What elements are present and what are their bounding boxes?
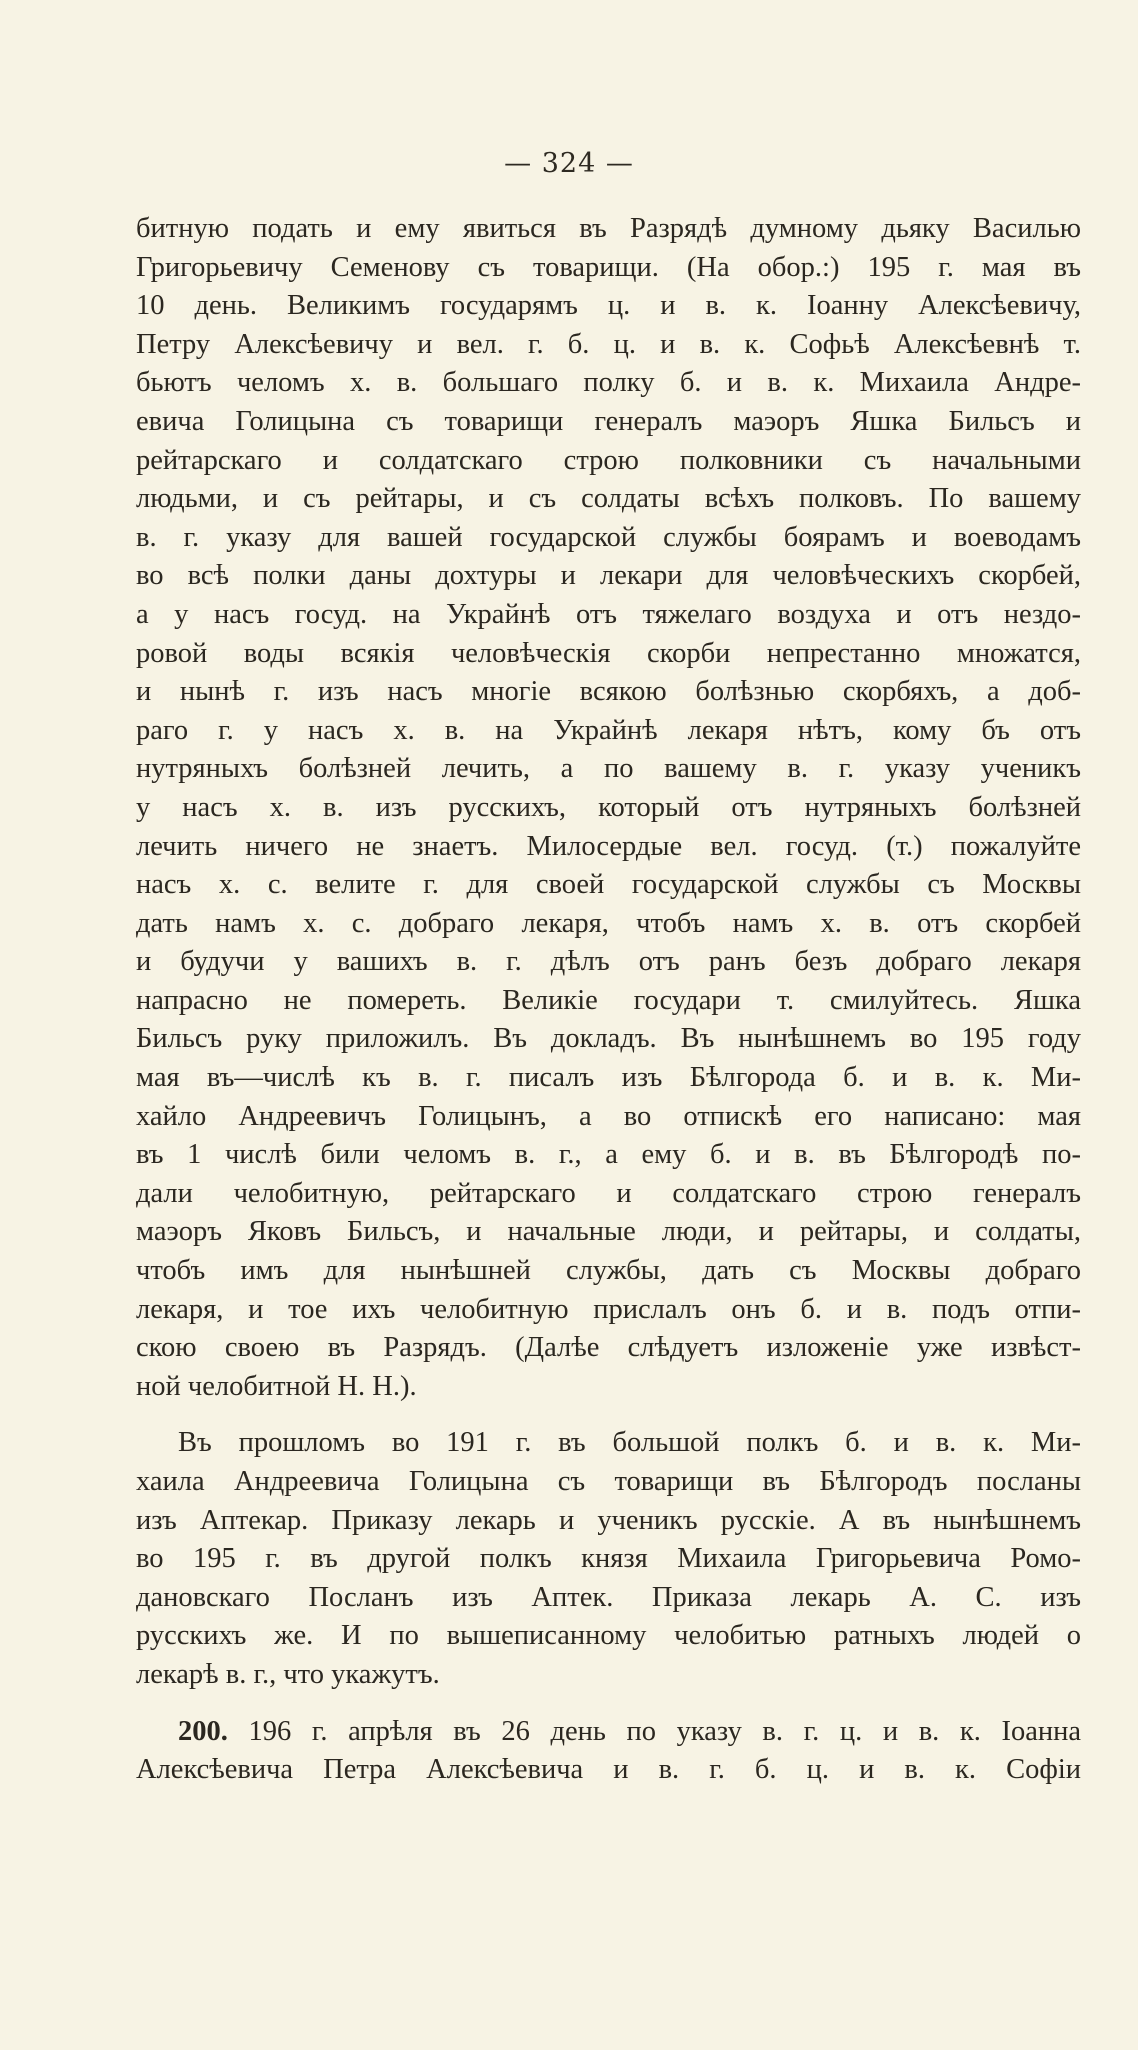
- text-line: Въ прошломъ во 191 г. въ большой полкъ б. и в. к. Ми-: [178, 1427, 1081, 1459]
- text-line: дали челобитную, рейтарскаго и солдатскаго строю генералъ: [136, 1177, 1081, 1209]
- text-line: маэоръ Яковъ Бильсъ, и начальные люди, и рейтары, и солдаты,: [136, 1216, 1081, 1248]
- text-line: лекаря, и тое ихъ челобитную прислалъ онъ б. и в. подъ отпи-: [136, 1293, 1081, 1325]
- text-line: русскихъ же. И по вышеписанному челобитью ратныхъ людей о: [136, 1620, 1081, 1652]
- text-line: раго г. у насъ х. в. на Украйнѣ лекаря нѣтъ, кому бъ отъ: [136, 714, 1081, 746]
- entry-number: 200.: [178, 1715, 228, 1747]
- text-line: евича Голицына съ товарищи генералъ маэоръ Яшка Бильсъ и: [136, 405, 1081, 437]
- text-line: Петру Алексѣевичу и вел. г. б. ц. и в. к. Софьѣ Алексѣевнѣ т.: [136, 328, 1081, 360]
- body-text: [136, 210, 1081, 1790]
- text-line: хайло Андреевичъ Голицынъ, а во отпискѣ его написано: мая: [136, 1100, 1081, 1132]
- paragraph-gap: [136, 1695, 1081, 1713]
- text-line: [136, 1713, 1081, 1752]
- text-line: ровой воды всякія человѣческія скорби непрестанно множатся,: [136, 637, 1081, 669]
- text-line: у насъ х. в. изъ русскихъ, который отъ нутряныхъ болѣзней: [136, 791, 1081, 823]
- text-line: бьютъ челомъ х. в. большаго полку б. и в. к. Михаила Андре-: [136, 367, 1081, 399]
- text-line: лечить ничего не знаетъ. Милосердые вел. госуд. (т.) пожалуйте: [136, 830, 1081, 862]
- text-line: во 195 г. въ другой полкъ князя Михаила Григорьевича Ромо-: [136, 1543, 1081, 1575]
- paragraph-entry-200: [136, 1713, 1081, 1790]
- text-line: и будучи у вашихъ в. г. дѣлъ отъ ранъ безъ добраго лекаря: [136, 946, 1081, 978]
- text-line: насъ х. с. велите г. для своей государской службы съ Москвы: [136, 869, 1081, 901]
- text-line: нутряныхъ болѣзней лечить, а по вашему в. г. указу ученикъ: [136, 753, 1081, 785]
- text-line: изъ Аптекар. Приказу лекарь и ученикъ русскіе. А въ нынѣшнемъ: [136, 1504, 1081, 1536]
- entry-line-text: 196 г. апрѣля въ 26 день по указу в. г. ц. и в. к. Іоанна: [248, 1715, 1082, 1747]
- text-line: въ 1 числѣ били челомъ в. г., а ему б. и в. въ Бѣлгородѣ по-: [136, 1139, 1081, 1171]
- text-line: ной челобитной Н. Н.).: [136, 1370, 417, 1402]
- text-line: во всѣ полки даны дохтуры и лекари для человѣческихъ скорбей,: [136, 560, 1081, 592]
- text-line: лекарѣ в. г., что укажутъ.: [136, 1658, 440, 1690]
- text-line: чтобъ имъ для нынѣшней службы, дать съ Москвы добраго: [136, 1255, 1081, 1287]
- text-line: битную подать и ему явиться въ Разрядѣ думному дьяку Василью: [136, 213, 1081, 244]
- text-line: Григорьевичу Семенову съ товарищи. (На обор.:) 195 г. мая въ: [136, 251, 1081, 283]
- text-line: а у насъ госуд. на Украйнѣ отъ тяжелаго воздуха и отъ нездо-: [136, 598, 1081, 630]
- text-line: скою своею въ Разрядъ. (Далѣе слѣдуетъ изложеніе уже извѣст-: [136, 1332, 1081, 1364]
- text-line: дать намъ х. с. добраго лекаря, чтобъ намъ х. в. отъ скорбей: [136, 907, 1081, 939]
- paragraph-petition: [136, 210, 1081, 1406]
- paragraph-gap: [136, 1406, 1081, 1424]
- text-line: мая въ—числѣ къ в. г. писалъ изъ Бѣлгорода б. и в. к. Ми-: [136, 1062, 1081, 1094]
- text-line: и нынѣ г. изъ насъ многіе всякою болѣзнью скорбяхъ, а доб-: [136, 676, 1081, 708]
- text-line: людьми, и съ рейтары, и съ солдаты всѣхъ полковъ. По вашему: [136, 483, 1081, 515]
- text-line: 10 день. Великимъ государямъ ц. и в. к. Іоанну Алексѣевичу,: [136, 290, 1081, 322]
- text-line: рейтарскаго и солдатскаго строю полковники съ начальными: [136, 444, 1081, 476]
- page-number: — 324 —: [504, 148, 634, 179]
- text-line: Алексѣевича Петра Алексѣевича и в. г. б. ц. и в. к. Софіи: [136, 1754, 1081, 1786]
- text-line: хаила Андреевича Голицына съ товарищи въ Бѣлгородъ посланы: [136, 1466, 1081, 1497]
- paragraph-doctors-sent: [136, 1424, 1081, 1694]
- text-line: в. г. указу для вашей государской службы боярамъ и воеводамъ: [136, 521, 1081, 553]
- text-line: дановскаго Посланъ изъ Аптек. Приказа лекарь А. С. изъ: [136, 1581, 1081, 1613]
- text-line: напрасно не помереть. Великіе государи т. смилуйтесь. Яшка: [136, 984, 1081, 1016]
- text-line: Бильсъ руку приложилъ. Въ докладъ. Въ нынѣшнемъ во 195 году: [136, 1023, 1081, 1055]
